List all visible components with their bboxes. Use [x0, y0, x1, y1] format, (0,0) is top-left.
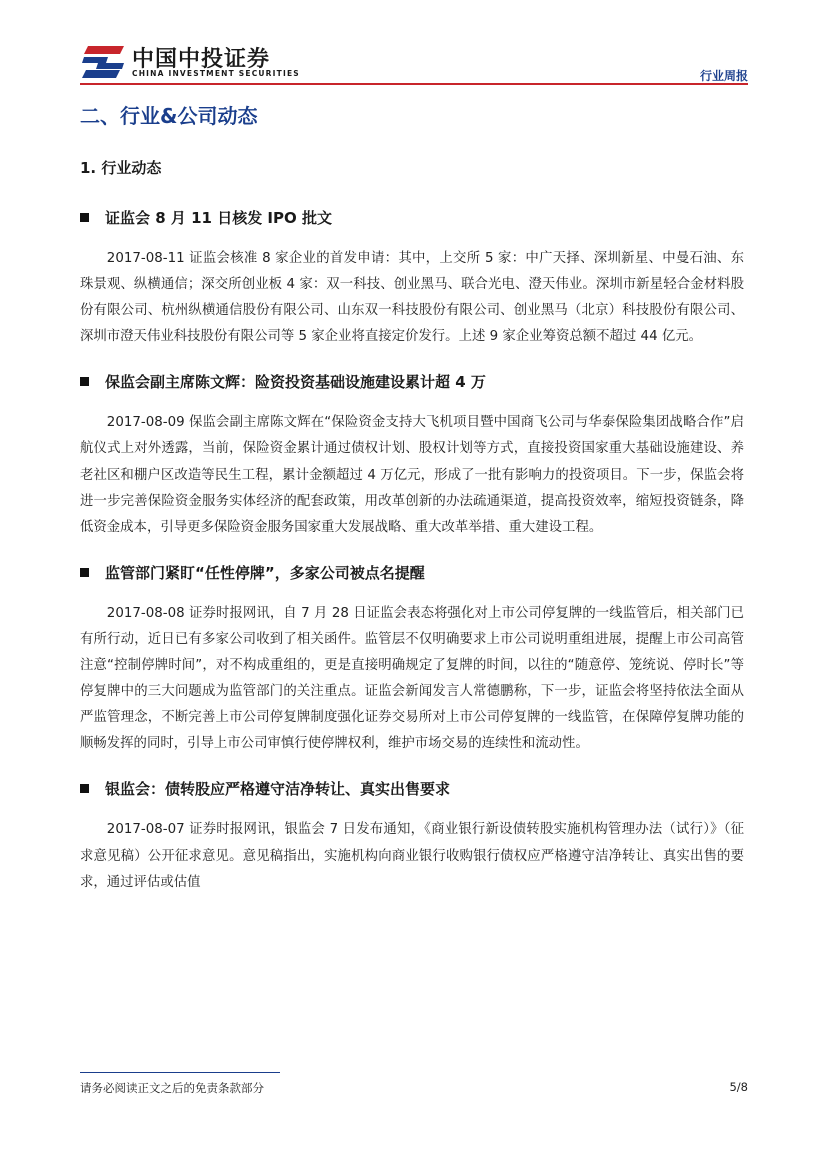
- report-type-label: 行业周报: [699, 69, 748, 83]
- news-title: [80, 198, 744, 238]
- header-divider: [80, 83, 748, 85]
- square-bullet-icon: [80, 213, 89, 222]
- news-item: [80, 362, 744, 540]
- news-item: [80, 769, 744, 895]
- news-title: [80, 769, 744, 809]
- subsection-title: 1. 行业动态: [80, 159, 162, 177]
- page-number: 5/8: [729, 1080, 748, 1094]
- news-body: 2017-08-08 证券时报网讯，自 7 月 28 日证监会表态将强化对上市公司停复牌的一线监管后，相关部门已有所行动，近日已有多家公司收到了相关函件。监管层不仅明确要求上市公司说明重组进展，提醒上市公司高管注意“控制停牌时间”，对不构成重组的，更是直接明确规定了复牌的时间，以往的“随意停、笼统说、停时长”等停复牌中的三大问题成为监管部门的关注重点。证监会新闻发言人常德鹏称，下一步，证监会将坚持依法全面从严监管理念，不断完善上市公司停复牌制度强化证券交易所对上市公司停复牌的一线监管，在保障停复牌功能的顺畅发挥的同时，引导上市公司审慎行使停牌权利，维护市场交易的连续性和流动性。: [80, 605, 744, 752]
- footer-divider: [80, 1072, 280, 1073]
- main-content: [80, 96, 744, 896]
- news-item: [80, 553, 744, 758]
- news-title-text: 证监会 8 月 11 日核发 IPO 批文: [105, 209, 332, 227]
- page-header: [80, 40, 748, 86]
- company-name-cn: 中国中投证券: [132, 47, 271, 72]
- news-body: 2017-08-11 证监会核准 8 家企业的首发申请：其中，上交所 5 家：中广天择、深圳新星、中曼石油、东珠景观、纵横通信；深交所创业板 4 家：双一科技、创业黑马、联合光电、澄天伟业。深圳市新星轻合金材料股份有限公司、杭州纵横通信股份有限公司、山东双一科技股份有限公司、创业黑马（北京）科技股份有限公司、深圳市澄天伟业科技股份有限公司等 5 家企业将直接定价发行。上述 9 家企业筹资总额不超过 44 亿元。: [80, 251, 744, 345]
- news-title-text: 银监会：债转股应严格遵守洁净转让、真实出售要求: [105, 780, 451, 799]
- news-title: [80, 362, 744, 402]
- company-name-en: CHINA INVESTMENT SECURITIES: [132, 69, 300, 78]
- news-body: 2017-08-07 证券时报网讯，银监会 7 日发布通知，《商业银行新设债转股实施机构管理办法（试行）》（征求意见稿）公开征求意见。意见稿指出，实施机构向商业银行收购银行债权应严格遵守洁净转让、真实出售的要求，通过评估或估值: [80, 822, 744, 890]
- news-item: [80, 198, 744, 350]
- square-bullet-icon: [80, 568, 89, 577]
- news-title: [80, 553, 744, 593]
- news-title-text: 监管部门紧盯“任性停牌”，多家公司被点名提醒: [105, 563, 425, 582]
- news-title-text: 保监会副主席陈文辉：险资投资基础设施建设累计超 4 万: [105, 373, 486, 392]
- square-bullet-icon: [80, 784, 89, 793]
- section-title: 二、行业&公司动态: [80, 104, 258, 128]
- news-body: 2017-08-09 保监会副主席陈文辉在“保险资金支持大飞机项目暨中国商飞公司与华泰保险集团战略合作”启航仪式上对外透露，当前，保险资金累计通过债权计划、股权计划等方式，直接投资国家重大基础设施建设、养老社区和棚户区改造等民生工程，累计金额超过 4 万亿元，形成了一批有影响力的投资项目。下一步，保监会将进一步完善保险资金服务实体经济的配套政策，用改革创新的办法疏通渠道，提高投资效率，缩短投资链条，降低资金成本，引导更多保险资金服务国家重大发展战略、重大改革举措、重大建设工程。: [80, 415, 744, 535]
- square-bullet-icon: [80, 377, 89, 386]
- company-logo-icon: [80, 42, 126, 82]
- disclaimer-note: 请务必阅读正文之后的免责条款部分: [80, 1081, 264, 1095]
- page-footer: [80, 1072, 748, 1102]
